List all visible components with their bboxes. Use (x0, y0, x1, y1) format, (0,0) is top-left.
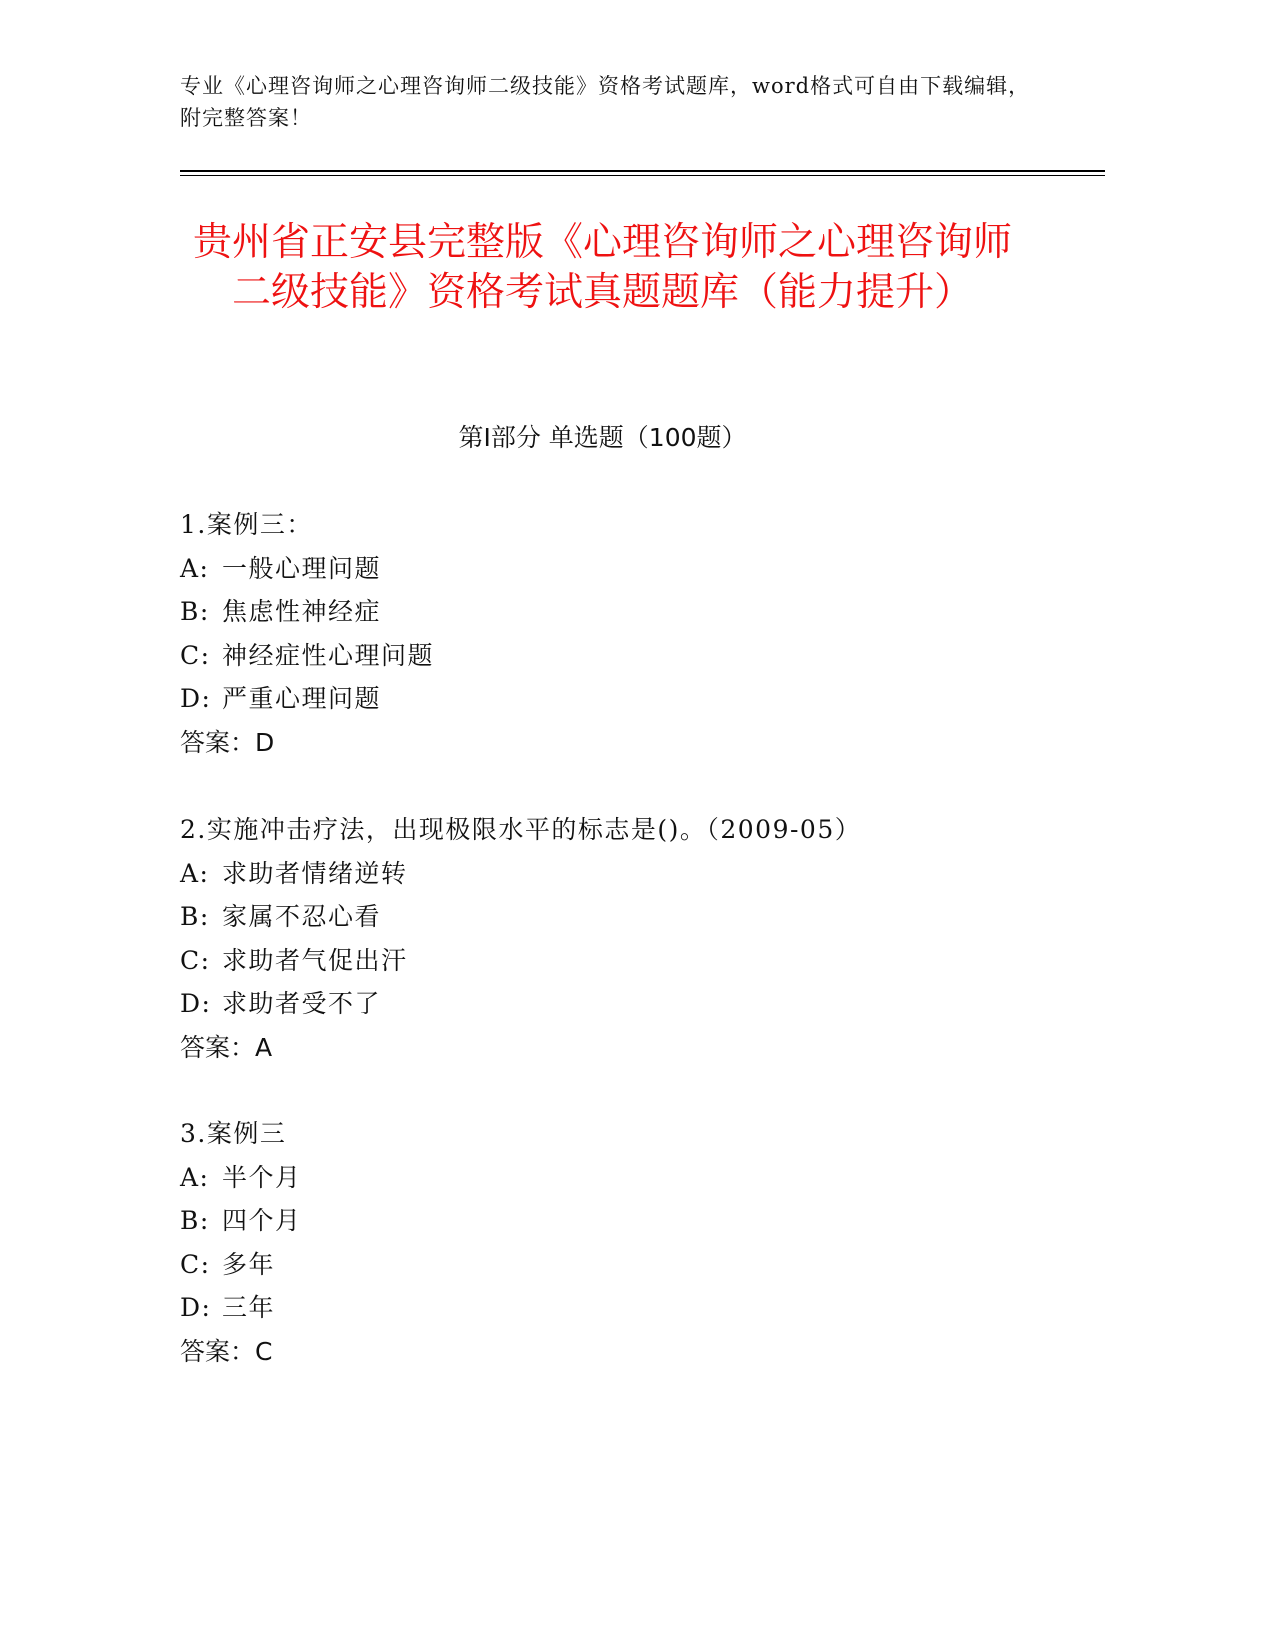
option-letter: D: (180, 684, 212, 713)
answer: 答案：A (180, 1032, 273, 1062)
option-letter: B: (180, 597, 210, 626)
document-title: 贵州省正安县完整版《心理咨询师之心理咨询师二级技能》资格考试真题题库（能力提升） (192, 220, 1012, 315)
option-text: 神经症性心理问题 (222, 640, 435, 670)
header-divider-thick (180, 170, 1105, 172)
option-b (180, 1199, 1080, 1243)
option-text: 家属不忍心看 (222, 902, 382, 931)
option-text: 三年 (222, 1293, 276, 1322)
question-stem: 1.案例三： (180, 510, 313, 539)
option-text: 求助者受不了 (222, 989, 382, 1018)
option-text: 求助者情绪逆转 (222, 858, 408, 888)
option-letter: A: (180, 858, 210, 888)
answer: 答案：C (180, 1336, 273, 1366)
option-text: 半个月 (222, 1162, 302, 1192)
option-letter: B: (180, 1206, 210, 1235)
question-stem: 2.实施冲击疗法，出现极限水平的标志是()。（2009-05） (180, 815, 862, 844)
option-letter: C: (180, 1249, 211, 1279)
option-d (180, 677, 1080, 721)
option-d (180, 1286, 1080, 1330)
option-letter: C: (180, 640, 211, 670)
question-stem: 3.案例三 (180, 1119, 287, 1148)
option-letter: A: (180, 553, 210, 583)
option-text: 四个月 (222, 1206, 302, 1235)
option-c (180, 634, 1080, 678)
question-2 (180, 808, 1080, 1069)
option-text: 严重心理问题 (222, 684, 382, 713)
header-divider-thin (180, 175, 1105, 176)
option-text: 一般心理问题 (222, 553, 382, 583)
option-letter: D: (180, 989, 212, 1018)
option-text: 求助者气促出汗 (222, 945, 408, 975)
option-a (180, 547, 1080, 591)
question-3 (180, 1112, 1080, 1373)
option-letter: B: (180, 902, 210, 931)
option-letter: D: (180, 1293, 212, 1322)
option-c (180, 1243, 1080, 1287)
option-text: 多年 (222, 1249, 276, 1279)
option-d (180, 982, 1080, 1026)
option-text: 焦虑性神经症 (222, 597, 382, 626)
header-note: 专业《心理咨询师之心理咨询师二级技能》资格考试题库，word格式可自由下载编辑，附完整答案！ (180, 74, 1031, 130)
option-b (180, 590, 1080, 634)
section-title: 第Ⅰ部分 单选题（100题） (458, 423, 747, 452)
option-a (180, 852, 1080, 896)
answer: 答案：D (180, 727, 275, 757)
option-letter: A: (180, 1162, 210, 1192)
question-1 (180, 503, 1080, 764)
option-letter: C: (180, 945, 211, 975)
option-c (180, 939, 1080, 983)
option-b (180, 895, 1080, 939)
option-a (180, 1156, 1080, 1200)
